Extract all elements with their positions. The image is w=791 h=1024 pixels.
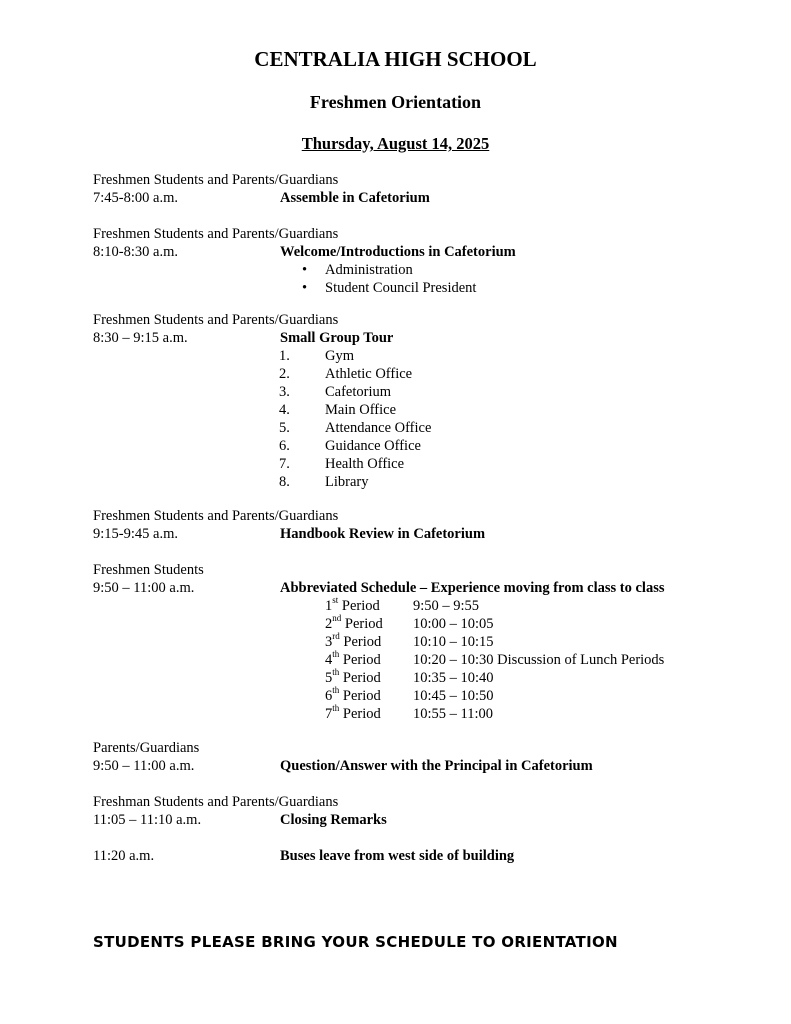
audience: Freshmen Students and Parents/Guardians [93, 312, 339, 328]
activity: Small Group Tour [280, 330, 394, 346]
tour-stop: 1. Gym [279, 348, 354, 364]
bullet-icon: • [302, 262, 308, 278]
bullet-item: • Administration [302, 262, 413, 278]
time-slot: 7:45-8:00 a.m. [93, 190, 178, 206]
time-slot: 9:50 – 11:00 a.m. [93, 758, 195, 774]
school-name: CENTRALIA HIGH SCHOOL [254, 47, 537, 71]
time-slot: 11:20 a.m. [93, 848, 155, 864]
schedule-item [93, 311, 773, 491]
period-row: 5th Period 10:35 – 10:40 [325, 667, 494, 686]
activity: Assemble in Cafetorium [280, 190, 430, 206]
schedule-item [93, 171, 773, 207]
audience: Freshmen Students [93, 562, 204, 578]
event-title: Freshmen Orientation [309, 92, 482, 112]
period-row: 6th Period 10:45 – 10:50 [325, 685, 494, 704]
activity: Abbreviated Schedule – Experience moving from class to class [280, 580, 665, 596]
time-slot: 9:50 – 11:00 a.m. [93, 580, 195, 596]
footer-notice: STUDENTS PLEASE BRING YOUR SCHEDULE TO ORIENTATION [93, 933, 618, 951]
activity: Closing Remarks [280, 812, 387, 828]
audience: Freshman Students and Parents/Guardians [93, 794, 339, 810]
tour-stop: 4. Main Office [279, 402, 396, 418]
schedule-item [93, 847, 773, 865]
schedule-item [93, 507, 773, 543]
time-slot: 8:10-8:30 a.m. [93, 244, 178, 260]
activity: Question/Answer with the Principal in Cafetorium [280, 758, 593, 774]
activity: Buses leave from west side of building [280, 848, 515, 864]
period-row: 3rd Period 10:10 – 10:15 [325, 631, 494, 650]
tour-stop: 7. Health Office [279, 456, 405, 472]
tour-stop: 6. Guidance Office [279, 438, 421, 454]
bullet-item: • Student Council President [302, 280, 477, 296]
schedule-item [93, 739, 773, 775]
schedule-item [93, 225, 773, 297]
period-row: 7th Period 10:55 – 11:00 [325, 703, 494, 722]
bullet-icon: • [302, 280, 308, 296]
tour-stop: 8. Library [279, 474, 369, 490]
time-slot: 11:05 – 11:10 a.m. [93, 812, 202, 828]
schedule-item [93, 793, 773, 829]
event-date: Thursday, August 14, 2025 [301, 134, 490, 153]
time-slot: 9:15-9:45 a.m. [93, 526, 178, 542]
period-row: 2nd Period 10:00 – 10:05 [325, 613, 494, 632]
period-row: 1st Period 9:50 – 9:55 [325, 595, 480, 614]
tour-stop: 3. Cafetorium [279, 384, 392, 400]
tour-stop: 2. Athletic Office [279, 366, 413, 382]
audience: Freshmen Students and Parents/Guardians [93, 226, 339, 242]
schedule-item [93, 561, 773, 723]
audience: Freshmen Students and Parents/Guardians [93, 508, 339, 524]
audience: Parents/Guardians [93, 740, 200, 756]
activity: Welcome/Introductions in Cafetorium [280, 244, 516, 260]
time-slot: 8:30 – 9:15 a.m. [93, 330, 188, 346]
audience: Freshmen Students and Parents/Guardians [93, 172, 339, 188]
period-row: 4th Period 10:20 – 10:30 Discussion of Lunch Periods [325, 649, 665, 668]
activity: Handbook Review in Cafetorium [280, 526, 486, 542]
tour-stop: 5. Attendance Office [279, 420, 432, 436]
